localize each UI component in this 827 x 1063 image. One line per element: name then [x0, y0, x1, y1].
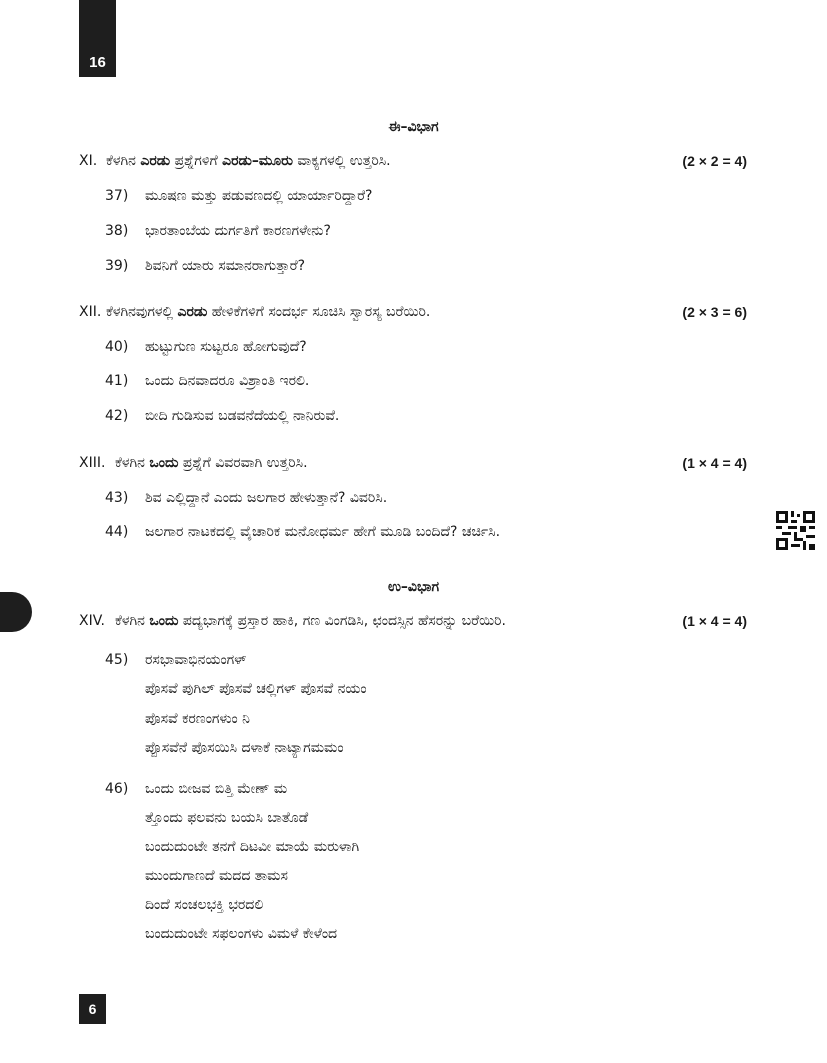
question-number: XII. — [79, 304, 102, 320]
poem-line: ಬಂದುದುಂಟೇ ತನಗೆ ದಿಟವೀ ಮಾಯೆ ಮರುಳಾಗಿ — [145, 839, 360, 855]
question-text: ಕೆಳಗಿನ ಎರಡು ಪ್ರಶ್ನೆಗಳಿಗೆ ಎರಡು–ಮೂರು ವಾಕ್ಯಗಳಲ್ಲಿ ಉತ್ತರಿಸಿ. — [106, 153, 391, 169]
poem-line: ರಸಭಾವಾಭಿನಯಂಗಳ್ — [145, 652, 247, 668]
marks-label: (2 × 2 = 4) — [682, 153, 747, 169]
tab-number: 16 — [89, 54, 106, 71]
marks-label: (1 × 4 = 4) — [682, 613, 747, 629]
section-u-title: ಉ–ವಿಭಾಗ — [387, 579, 440, 595]
question-text: ಕೆಳಗಿನ ಒಂದು ಪ್ರಶ್ನೆಗೆ ವಿವರವಾಗಿ ಉತ್ತರಿಸಿ. — [115, 455, 308, 471]
question-number: XIV. — [79, 613, 105, 629]
side-edge-marker — [0, 592, 32, 632]
poem-line: ಪೊಸವೆ ಪುಗಿಲ್ ಪೊಸವೆ ಚಲ್ಲಿಗಳ್ ಪೊಸವೆ ನಯಂ — [145, 681, 367, 697]
section-e-title: ಈ–ವಿಭಾಗ — [388, 119, 439, 135]
question-xii — [79, 304, 747, 324]
marks-label: (1 × 4 = 4) — [682, 455, 747, 471]
poem-line: ಒಂದು ಬೀಜವ ಬಿತ್ತಿ ಮೇಣ್ ಮ — [145, 781, 288, 797]
poem-line: ತ್ತೊಂದು ಫಲವನು ಬಯಸಿ ಬಾತೊಡೆ — [145, 810, 309, 826]
question-number: XIII. — [79, 455, 106, 471]
poem-line: ಮುಂದುಗಾಣದೆ ಮದದ ತಾಮಸ — [145, 868, 288, 884]
page-tab — [79, 0, 116, 77]
question-xiii — [79, 455, 747, 475]
poem-line: ಪ್ಪೊಸವೆನೆ ಪೊಸಯಿಸಿ ದಳಾಕೆ ನಾಟ್ಯಾಗಮಮಂ — [145, 740, 344, 756]
poem-line: ಪೊಸವೆ ಕರಣಂಗಳುಂ ನಿ — [145, 711, 250, 727]
question-xiv — [79, 613, 747, 633]
question-text: ಕೆಳಗಿನವುಗಳಲ್ಲಿ ಎರಡು ಹೇಳಿಕೆಗಳಿಗೆ ಸಂದರ್ಭ ಸೂಚಿಸಿ ಸ್ವಾರಸ್ಯ ಬರೆಯಿರಿ. — [106, 304, 431, 320]
question-xi — [79, 153, 747, 173]
poem-line: ದಿಂದೆ ಸಂಚಲಭಕ್ತಿ ಭರದಲಿ — [145, 897, 264, 913]
poem-line: ಬಂದುದುಂಟೇ ಸಫಲಂಗಳು ವಿಮಳೆ ಕೇಳೆಂದ — [145, 926, 338, 942]
question-text: ಕೆಳಗಿನ ಒಂದು ಪದ್ಯಭಾಗಕ್ಕೆ ಪ್ರಸ್ತಾರ ಹಾಕಿ, ಗಣ ವಿಂಗಡಿಸಿ, ಛಂದಸ್ಸಿನ ಹೆಸರನ್ನು ಬರೆಯಿರಿ. — [115, 613, 507, 629]
page-number: 6 — [79, 994, 106, 1024]
marks-label: (2 × 3 = 6) — [682, 304, 747, 320]
question-number: XI. — [79, 153, 98, 169]
qr-code-icon — [776, 511, 815, 550]
